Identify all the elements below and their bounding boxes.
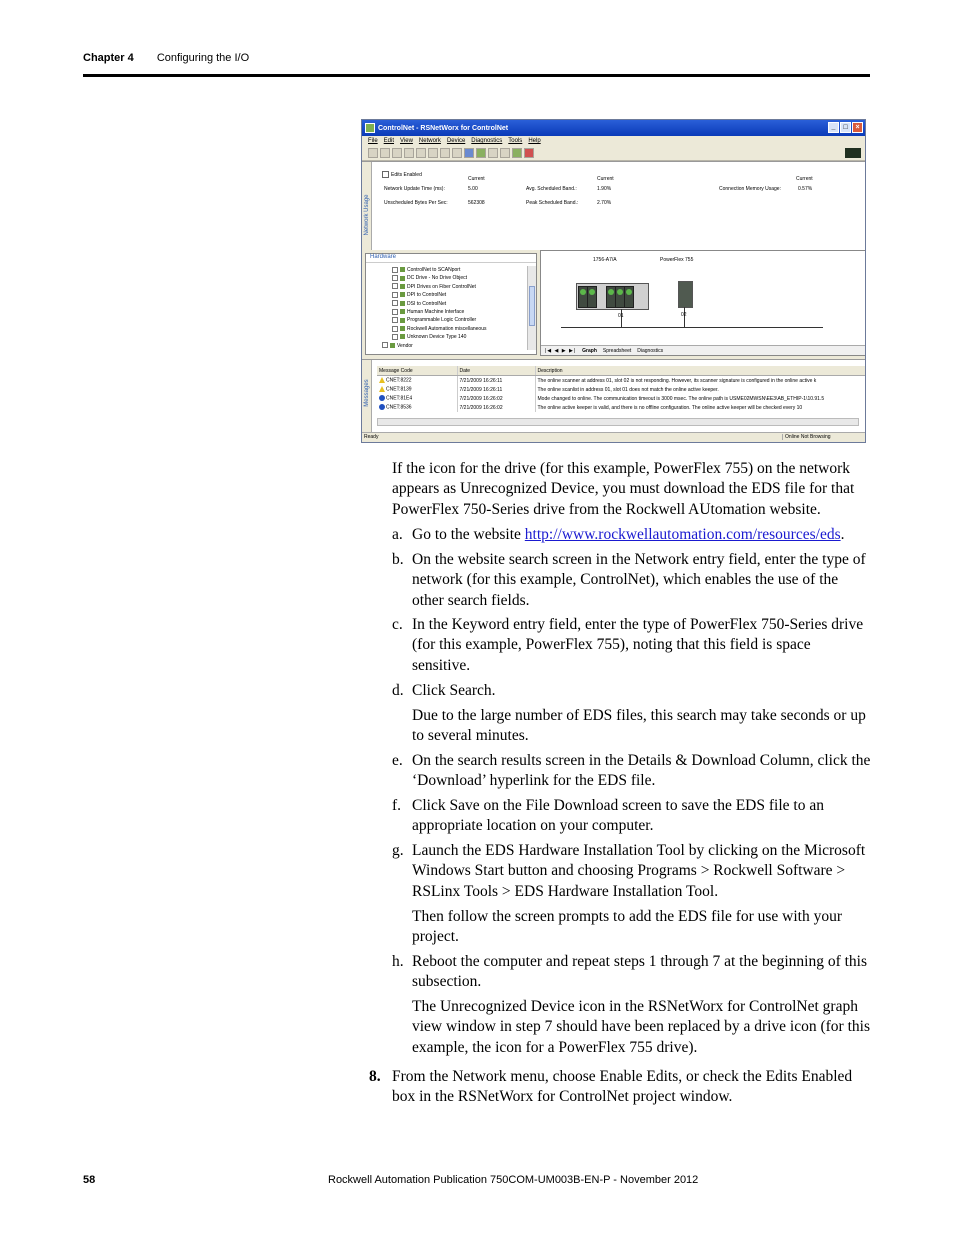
expand-icon[interactable] — [392, 292, 398, 298]
expand-icon[interactable] — [392, 300, 398, 306]
tree-item[interactable] — [392, 316, 486, 324]
tree-item[interactable] — [382, 342, 486, 350]
tree-item-label: DC Drive - No Drive Object — [407, 275, 468, 282]
toolbar — [362, 146, 865, 161]
device-folder-icon — [390, 343, 395, 348]
expand-icon[interactable] — [392, 275, 398, 281]
hardware-scrollbar[interactable] — [527, 266, 536, 350]
menu-help[interactable]: Help — [528, 138, 541, 144]
list-item-e — [392, 751, 872, 792]
online-status-text: Online Not Browsing — [782, 434, 831, 440]
list-item-b — [392, 550, 872, 611]
new-icon[interactable] — [368, 148, 378, 158]
hardware-label: Hardware — [366, 254, 536, 263]
page-header — [83, 52, 249, 64]
message-description: Mode changed to online. The communication timeout is 3000 msec. The online path is USME02MWSN\EE3\AB_ETHIP-1\10.91.5 — [535, 394, 865, 403]
column-header-description[interactable]: Description — [535, 366, 865, 376]
menu-device[interactable]: Device — [446, 138, 466, 144]
hardware-tree — [392, 266, 486, 350]
messages-tab-label: Messages — [364, 379, 370, 407]
message-description: The online scanlist in address 01, slot 01 does not match the online active keeper. — [535, 385, 865, 394]
tree-item[interactable] — [392, 333, 486, 341]
list-item-d — [392, 681, 872, 701]
device-folder-icon — [400, 267, 405, 272]
messages-hscrollbar[interactable] — [377, 418, 859, 426]
download-icon[interactable] — [500, 148, 510, 158]
rsnetworx-window-screenshot — [361, 119, 866, 443]
message-description: The online scanner at address 01, slot 02 is not responding. However, its scanner signature is configured in the online active k — [535, 376, 865, 386]
message-description: The online active keeper is valid, and there is no offline configuration. The online active keeper will be checked every 10 — [535, 403, 865, 412]
note-d: Due to the large number of EDS files, this search may take seconds or up to several minutes. — [412, 707, 866, 745]
expand-icon[interactable] — [392, 317, 398, 323]
avg-band-value: 1.90% — [597, 186, 612, 192]
list-marker: g. — [392, 842, 404, 859]
page-number: 58 — [83, 1174, 96, 1186]
info-icon — [379, 395, 385, 401]
collapse-icon[interactable] — [382, 342, 388, 348]
info-icon — [379, 404, 385, 410]
list-text: In the Keyword entry field, enter the type of PowerFlex 750-Series drive (for this example, PowerFlex 755), noting that this field is space sensitive. — [412, 616, 864, 674]
list-item-g — [392, 841, 872, 902]
list-text: Reboot the computer and repeat steps 1 through 7 at the beginning of this subsection. — [412, 953, 867, 991]
list-text: Go to the website — [412, 526, 525, 543]
menu-bar — [362, 136, 865, 146]
diagnostics-icon[interactable] — [512, 148, 522, 158]
current-header-1: Current — [468, 176, 485, 182]
menu-tools[interactable]: Tools — [508, 138, 523, 144]
close-icon[interactable]: × — [852, 122, 863, 133]
network-graph-pane — [540, 250, 866, 356]
edits-enabled-label: Edits Enabled — [391, 171, 422, 178]
header-rule — [83, 74, 870, 77]
properties-icon[interactable] — [524, 148, 534, 158]
message-date: 7/21/2009 16:26:11 — [457, 385, 535, 394]
ubps-label: Unscheduled Bytes Per Sec: — [384, 200, 448, 206]
tab-spreadsheet[interactable]: Spreadsheet — [602, 347, 632, 354]
window-controls — [828, 122, 863, 133]
device-folder-icon — [400, 284, 405, 289]
expand-icon[interactable] — [392, 267, 398, 273]
table-row[interactable] — [377, 403, 865, 412]
list-text: Click Save on the File Download screen to save the EDS file to an appropriate location on your computer. — [412, 797, 824, 835]
menu-diagnostics[interactable]: Diagnostics — [471, 138, 503, 144]
network-usage-pane — [362, 161, 865, 250]
list-item-f — [392, 796, 872, 837]
menu-file[interactable]: File — [368, 138, 378, 144]
list-marker: h. — [392, 953, 404, 970]
message-code: CNET:8536 — [386, 404, 412, 411]
tab-diagnostics[interactable]: Diagnostics — [637, 347, 664, 354]
browse-icon[interactable] — [464, 148, 474, 158]
message-code: CNET:8222 — [386, 377, 412, 384]
column-header-date[interactable]: Date — [457, 366, 535, 376]
warning-icon — [379, 377, 385, 383]
tree-item-label: Unknown Device Type 140 — [407, 334, 467, 341]
table-row[interactable] — [377, 376, 865, 386]
status-text: Ready — [364, 434, 379, 440]
expand-icon[interactable] — [392, 283, 398, 289]
expand-icon[interactable] — [392, 326, 398, 332]
window-titlebar — [362, 120, 865, 136]
nut-label: Network Update Time (ms): — [384, 186, 445, 192]
current-header-3: Current — [796, 176, 813, 182]
step-text: From the Network menu, choose Enable Edits, or check the Edits Enabled box in the RSNetWorx for ControlNet project window. — [392, 1068, 853, 1106]
eds-website-link[interactable]: http://www.rockwellautomation.com/resources/eds — [524, 526, 841, 543]
menu-edit[interactable]: Edit — [383, 138, 395, 144]
list-text: On the search results screen in the Details & Download Column, click the ‘Download’ hyperlink for the EDS file. — [412, 752, 871, 790]
tree-item-label: DSI to ControlNet — [407, 300, 447, 307]
message-code: CNET:8139 — [386, 386, 412, 393]
module-icon — [624, 286, 634, 308]
device-2-label: PowerFlex 755 — [660, 257, 694, 263]
checkbox-icon[interactable] — [382, 171, 389, 178]
tree-item-label: Programmable Logic Controller — [407, 317, 477, 324]
message-date: 7/21/2009 16:26:11 — [457, 376, 535, 386]
save-icon[interactable] — [392, 148, 402, 158]
upload-icon[interactable] — [488, 148, 498, 158]
message-date: 7/21/2009 16:26:02 — [457, 394, 535, 403]
step-8 — [369, 1067, 872, 1108]
tree-item[interactable] — [392, 300, 486, 308]
edits-enabled-checkbox[interactable] — [382, 171, 422, 178]
copy-icon[interactable] — [428, 148, 438, 158]
controlnet-trunk-line — [561, 327, 823, 328]
note-h: The Unrecognized Device icon in the RSNetWorx for ControlNet graph view window in step 7 should have been replaced by a drive icon (for this example, the icon for a PowerFlex 755 drive). — [412, 998, 870, 1056]
list-marker: b. — [392, 551, 404, 568]
device-folder-icon — [400, 301, 405, 306]
device-1-label: 1756-A7/A — [593, 257, 617, 263]
tree-item-label: DPI Drives on Fiber ControlNet — [407, 283, 476, 290]
device-folder-icon — [400, 318, 405, 323]
scroll-thumb[interactable] — [529, 286, 535, 326]
ubps-value: 562308 — [468, 200, 485, 206]
minimize-icon[interactable]: _ — [828, 122, 839, 133]
tree-item-label: Human Machine Interface — [407, 309, 465, 316]
tree-item[interactable] — [392, 283, 486, 291]
module-icon — [587, 286, 597, 308]
list-text-end: . — [840, 526, 845, 543]
maximize-icon[interactable]: □ — [840, 122, 851, 133]
peak-band-value: 2.70% — [597, 200, 612, 206]
tab-graph[interactable]: Graph — [582, 347, 597, 354]
tree-item[interactable] — [392, 291, 486, 299]
device-folder-icon — [400, 276, 405, 281]
conn-mem-label: Connection Memory Usage: — [719, 186, 781, 192]
column-header-message-code[interactable]: Message Code — [377, 366, 457, 376]
device-folder-icon — [400, 309, 405, 314]
intro-paragraph: If the icon for the drive (for this example, PowerFlex 755) on the network appears as Unrecognized Device, you must download the EDS file for that PowerFlex 750-Series drive from the Rockwell AUtomation website. — [392, 460, 855, 518]
window-title: ControlNet - RSNetWorx for ControlNet — [378, 124, 509, 132]
expand-icon[interactable] — [392, 309, 398, 315]
list-marker: e. — [392, 752, 403, 769]
network-usage-tab[interactable] — [362, 162, 372, 250]
messages-pane — [362, 359, 865, 440]
message-code: CNET:81E4 — [386, 395, 413, 402]
tree-item-label: Vendor — [397, 342, 413, 349]
chapter-title: Configuring the I/O — [156, 52, 250, 64]
menu-view[interactable]: View — [400, 138, 413, 144]
menu-network[interactable]: Network — [418, 138, 441, 144]
list-text: On the website search screen in the Network entry field, enter the type of network (for this example, ControlNet), which enables the use of the other search fields. — [412, 551, 866, 609]
help-icon[interactable] — [452, 148, 462, 158]
device-folder-icon — [400, 326, 405, 331]
cut-icon[interactable] — [416, 148, 426, 158]
tree-item[interactable] — [392, 325, 486, 333]
online-icon[interactable] — [476, 148, 486, 158]
publication-info: Rockwell Automation Publication 750COM-UM003B-EN-P - November 2012 — [328, 1174, 699, 1186]
powerflex-drive-icon[interactable] — [678, 281, 693, 308]
messages-table — [377, 366, 866, 412]
tab-nav-arrows-icon[interactable]: |◀ ◀ ▶ ▶| — [545, 347, 577, 354]
list-item-a — [392, 525, 872, 545]
status-bar — [362, 432, 865, 442]
list-marker: a. — [392, 526, 403, 543]
node-1-address: 01 — [618, 313, 624, 319]
tree-item-label: DPI to ControlNet — [407, 292, 447, 299]
tree-item-label: ControlNet to SCANport — [407, 267, 461, 273]
messages-tab[interactable] — [362, 360, 372, 440]
note-g: Then follow the screen prompts to add the EDS file for use with your project. — [412, 908, 843, 946]
paste-icon[interactable] — [440, 148, 450, 158]
open-icon[interactable] — [380, 148, 390, 158]
list-item-h — [392, 952, 872, 993]
graph-tabs — [541, 345, 865, 355]
print-icon[interactable] — [404, 148, 414, 158]
app-icon — [365, 123, 375, 133]
table-row[interactable] — [377, 385, 865, 394]
table-row[interactable] — [377, 394, 865, 403]
nut-value: 5.00 — [468, 186, 478, 192]
network-usage-tab-label: Network Usage — [364, 194, 370, 236]
device-folder-icon — [400, 334, 405, 339]
network-status-icon — [845, 148, 861, 158]
tree-item[interactable] — [392, 308, 486, 316]
list-marker: d. — [392, 682, 404, 699]
device-folder-icon — [400, 292, 405, 297]
conn-mem-value: 0.57% — [798, 186, 813, 192]
list-marker: f. — [392, 797, 402, 814]
chapter-label: Chapter 4 — [83, 52, 134, 64]
tree-item-label: Rockwell Automation miscellaneous — [407, 325, 487, 332]
current-header-2: Current — [597, 176, 614, 182]
tree-item[interactable] — [392, 266, 486, 274]
peak-band-label: Peak Scheduled Band.: — [526, 200, 579, 206]
step-number: 8. — [369, 1068, 381, 1085]
list-marker: c. — [392, 616, 403, 633]
tree-item[interactable] — [392, 274, 486, 282]
expand-icon[interactable] — [392, 334, 398, 340]
list-item-c — [392, 615, 872, 676]
controller-rack-icon[interactable] — [576, 283, 649, 310]
avg-band-label: Avg. Scheduled Band.: — [526, 186, 577, 192]
node-2-address: 02 — [681, 312, 687, 318]
list-text: Click Search. — [412, 682, 496, 699]
message-date: 7/21/2009 16:26:02 — [457, 403, 535, 412]
hardware-pane — [365, 253, 537, 355]
warning-icon — [379, 386, 385, 392]
list-text: Launch the EDS Hardware Installation Tool by clicking on the Microsoft Windows Start button and choosing Programs > Rockwell Software > RSLinx Tools > EDS Hardware Installation Tool. — [412, 842, 866, 900]
